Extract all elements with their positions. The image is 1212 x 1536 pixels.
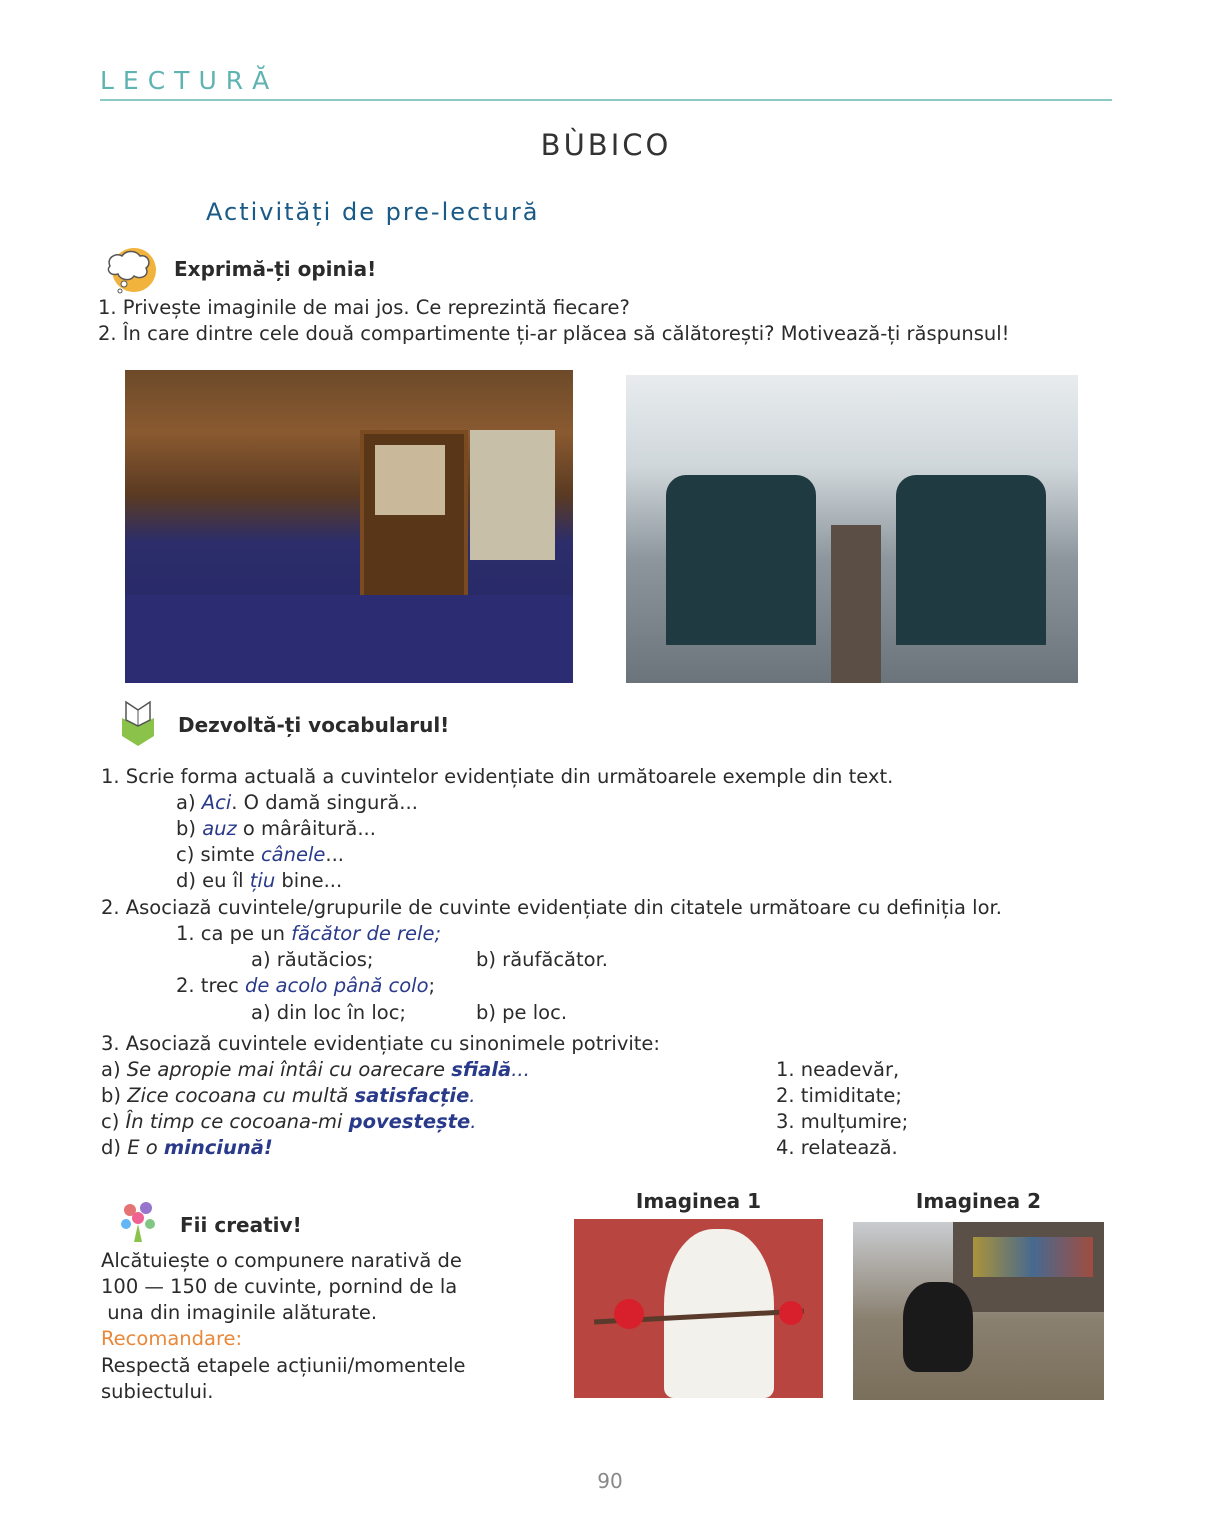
exercise-1-item-a: a) Aci. O damă singură... — [176, 791, 418, 814]
exercise-1-text: 1. Scrie forma actuală a cuvintelor evidențiate din următoarele exemple din text. — [101, 765, 894, 788]
open-book-hands-icon — [116, 698, 160, 750]
image-1-label: Imaginea 1 — [635, 1189, 762, 1213]
recommendation-line-1: Respectă etapele acțiunii/momentele — [101, 1354, 466, 1377]
exercise-2-item-2-option-a: a) din loc în loc; — [251, 1001, 406, 1024]
page-title: BÙBICO — [540, 128, 672, 162]
modern-train-compartment-photo — [626, 375, 1078, 683]
creative-line-3: una din imaginile alăturate. — [101, 1301, 378, 1324]
exercise-2-text: 2. Asociază cuvintele/grupurile de cuvinte evidențiate din citatele următoare cu definiția lor. — [101, 896, 1002, 919]
exercise-1-item-d: d) eu îl țiu bine... — [176, 869, 343, 892]
opinion-question-1: 1. Privește imaginile de mai jos. Ce reprezintă fiecare? — [98, 296, 630, 319]
recommendation-line-2: subiectului. — [101, 1380, 214, 1403]
synonym-4: 4. relatează. — [776, 1136, 898, 1159]
exercise-2-item-1-option-a: a) răutăcios; — [251, 948, 374, 971]
exercise-3-item-a: a) Se apropie mai întâi cu oarecare sfială... — [101, 1058, 530, 1081]
flower-bouquet-icon — [116, 1196, 162, 1246]
vocabulary-heading: Dezvoltă-ți vocabularul! — [178, 713, 450, 737]
header-divider — [100, 99, 1112, 101]
exercise-2-item-1: 1. ca pe un făcător de rele; — [176, 922, 442, 945]
exercise-2-item-2: 2. trec de acolo până colo; — [176, 974, 436, 997]
black-dog-on-railway-photo — [853, 1222, 1104, 1400]
exercise-3-item-d: d) E o minciună! — [101, 1136, 273, 1159]
image-2-label: Imaginea 2 — [915, 1189, 1042, 1213]
creative-line-1: Alcătuiește o compunere narativă de — [101, 1249, 462, 1272]
page-number: 90 — [597, 1469, 623, 1493]
vintage-train-compartment-photo — [125, 370, 573, 683]
subtitle: Activități de pre-lectură — [206, 198, 540, 226]
synonym-1: 1. neadevăr, — [776, 1058, 900, 1081]
recommendation-label: Recomandare: — [101, 1327, 243, 1350]
synonym-2: 2. timiditate; — [776, 1084, 902, 1107]
exercise-2-item-1-option-b: b) răufăcător. — [476, 948, 608, 971]
exercise-3-text: 3. Asociază cuvintele evidențiate cu sinonimele potrivite: — [101, 1032, 660, 1055]
creative-line-2: 100 — 150 de cuvinte, pornind de la — [101, 1275, 458, 1298]
exercise-1-item-c: c) simte cânele... — [176, 843, 345, 866]
exercise-1-item-b: b) auz o mârâitură... — [176, 817, 376, 840]
opinion-heading: Exprimă-ți opinia! — [174, 257, 377, 281]
opinion-question-2: 2. În care dintre cele două compartimente ți-ar plăcea să călătorești? Motivează-ți răspunsul! — [98, 322, 1010, 345]
white-puppy-with-flowers-photo — [574, 1219, 823, 1398]
synonym-3: 3. mulțumire; — [776, 1110, 909, 1133]
thought-bubble-icon — [102, 244, 158, 296]
exercise-2-item-2-option-b: b) pe loc. — [476, 1001, 568, 1024]
creative-heading: Fii creativ! — [180, 1213, 302, 1237]
exercise-3-item-c: c) În timp ce cocoana-mi povestește. — [101, 1110, 477, 1133]
exercise-3-item-b: b) Zice cocoana cu multă satisfacție. — [101, 1084, 476, 1107]
section-label: LECTURĂ — [100, 66, 279, 95]
